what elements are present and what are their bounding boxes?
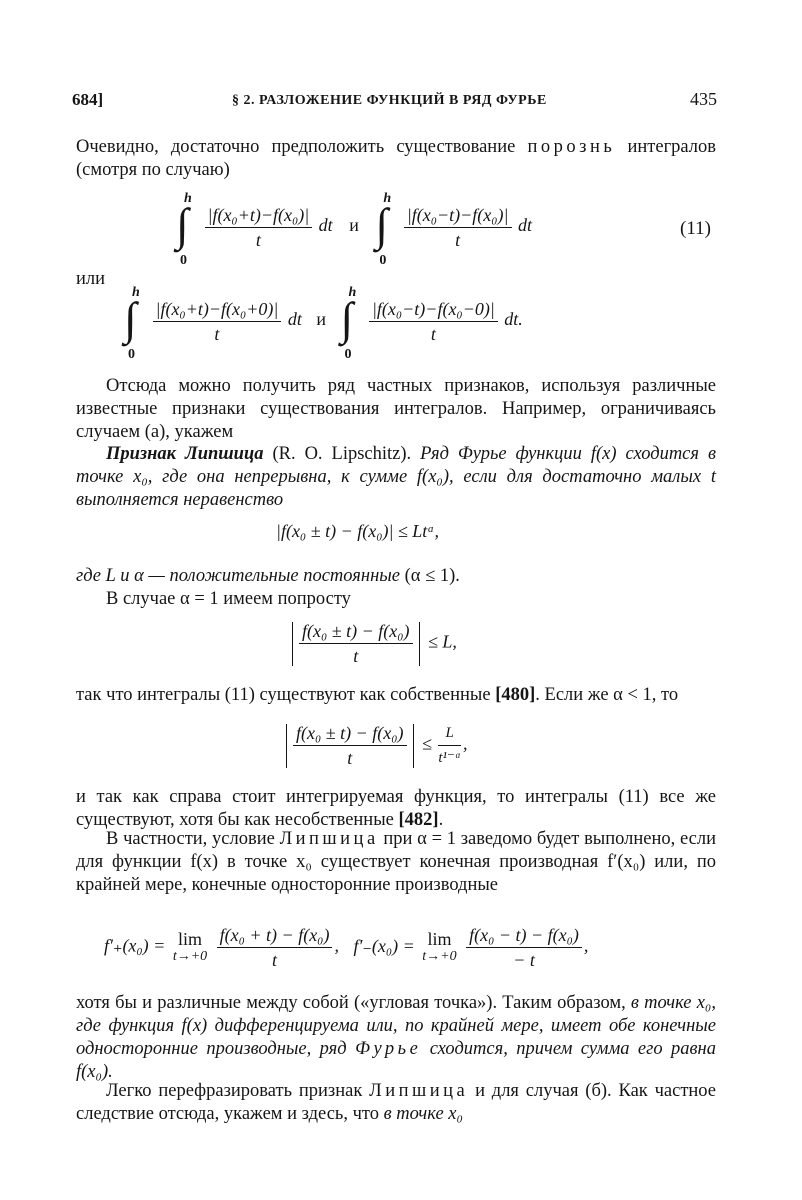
paragraph-8: хотя бы и различные между собой («угловая точка»). Таким образом, в точке x₀, где функция f(x) дифференцируема или, по крайней мере, имеет обе конечные односторонние производные, ряд Фурье сходится, причем сумма его равна f(x₀). — [76, 993, 716, 1082]
equation-11: ∫ h 0 $\frac{\text{|f(x₀+t)−f(x₀)|}}{t}$ dt и ∫ h 0 $\frac{\text{|f(x₀−t)−f(x₀)|}}{t}$ dt — [176, 191, 533, 268]
inequality-2: $\frac{\text{f(x₀ ± t) − f(x₀)}}{t}$ ≤ L, — [288, 620, 457, 667]
or-word: или — [76, 269, 106, 289]
paragraph-7: В частности, условие Липшица при α = 1 заведомо будет выполнено, если для функции f(x) в точке x₀ существует конечная производная f′(x₀) или, по крайней мере, конечные односторонние производные — [76, 829, 717, 895]
integral-sign: ∫ h 0 — [176, 191, 192, 268]
section-number: 684] — [72, 90, 104, 109]
criterion-title: Признак Липшица — [106, 444, 264, 464]
paragraph-1: Очевидно, достаточно предположить существование порознь интегралов (смотря по случаю) — [76, 137, 716, 180]
paragraph-2: Отсюда можно получить ряд частных признаков, используя различные известные признаки существования интегралов. Например, ограничиваясь случаем (а), укажем — [76, 376, 716, 442]
equation-label: (11) — [680, 218, 711, 239]
paragraph-6: и так как справа стоит интегрируемая функция, то интегралы (11) все же существуют, хотя бы как несобственные [482]. — [76, 787, 716, 830]
integral-sign: ∫ h 0 — [124, 285, 140, 362]
integral-sign: ∫ h 0 — [375, 191, 392, 268]
one-sided-derivatives: f′₊(x₀) = lim t→+0 $\frac{\text{f(x₀ + t) − f(x₀)}}{t}$ , f′₋(x₀) = lim t→+0 $\frac{\text{f(x₀ − t) − f(x₀)}}{- t}$ , — [104, 925, 589, 970]
paragraph-3: где L и α — положительные постоянные (α ≤ 1). — [76, 566, 460, 586]
running-header: § 2. РАЗЛОЖЕНИЕ ФУНКЦИЙ В РЯД ФУРЬЕ — [232, 93, 547, 108]
lipschitz-criterion: Признак Липшица (R. O. Lipschitz). Ряд Фурье функции f(x) сходится в точке x₀, где она непрерывна, к сумме f(x₀), если для достаточно малых t выполняется неравенство — [76, 444, 716, 510]
page-number: 435 — [690, 89, 717, 109]
equation-or: ∫ h 0 $\frac{\text{|f(x₀+t)−f(x₀+0)|}}{t}$ dt и ∫ h 0 $\frac{\text{|f(x₀−t)−f(x₀−0)|}}{t}$ dt. — [124, 285, 523, 362]
paragraph-4: В случае α = 1 имеем попросту — [106, 589, 351, 609]
paragraph-9: Легко перефразировать признак Липшица и для случая (б). Как частное следствие отсюда, укажем и здесь, что в точке x₀ — [76, 1081, 716, 1124]
inequality-3: $\frac{\text{f(x₀ ± t) − f(x₀)}}{t}$ ≤ $\frac{L}{\text{t¹⁻ᵅ}}$ , — [282, 722, 467, 769]
integral-sign: ∫ h 0 — [340, 285, 357, 362]
inequality-1: |f(x₀ ± t) − f(x₀)| ≤ Ltᵅ, — [276, 521, 439, 541]
paragraph-5: так что интегралы (11) существуют как собственные [480]. Если же α < 1, то — [76, 685, 679, 705]
